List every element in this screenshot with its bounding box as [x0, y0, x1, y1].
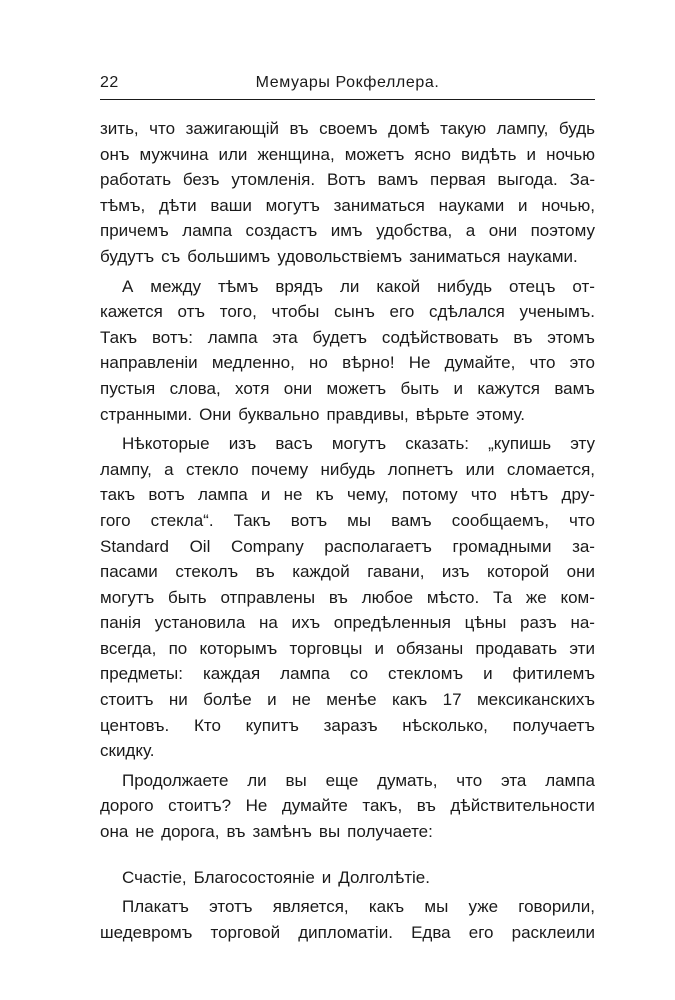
text-line: тѣмъ, дѣти ваши могутъ заниматься науками и ночью, [100, 195, 595, 215]
text-line: зить, что зажигающій въ своемъ домѣ такую лампу, будь [100, 119, 595, 138]
text-line: панія установила на ихъ опредѣленныя цѣны разъ на- [100, 613, 595, 633]
text-line: онъ мужчина или женщина, можетъ ясно видѣть и ночью [100, 144, 595, 164]
text-line: пустыя слова, хотя они можетъ быть и кажутся вамъ [100, 378, 595, 398]
text-line: скидку. [100, 741, 155, 761]
text-line: Такъ вотъ: лампа эта будетъ содѣйствовать въ этомъ [100, 327, 595, 347]
paragraph-gap [100, 845, 595, 865]
text-line: Standard Oil Company располагаетъ громадными за- [100, 536, 595, 556]
text-line: предметы: каждая лампа со стекломъ и фитилемъ [100, 664, 595, 684]
text-line: всегда, по которымъ торговцы и обязаны продавать эти [100, 638, 595, 658]
text-line: странными. Они буквально правдивы, вѣрьте этому. [100, 404, 526, 424]
page-header [100, 74, 595, 102]
text-line: стоитъ ни болѣе и не менѣе какъ 17 мексиканскихъ [100, 690, 595, 710]
text-line: кажется отъ того, чтобы сынъ его сдѣлался ученымъ. [100, 302, 595, 322]
text-line: А между тѣмъ врядъ ли какой нибудь отецъ от- [122, 276, 595, 296]
body-text [100, 116, 595, 945]
text-line: шедевромъ торговой дипломатіи. Едва его расклеили [100, 922, 595, 942]
text-line: будутъ съ большимъ удовольствіемъ заниматься науками. [100, 246, 578, 266]
header-rule [100, 99, 595, 100]
text-line: Продолжаете ли вы еще думать, что эта лампа [122, 770, 595, 790]
text-line: Плакатъ этотъ является, какъ мы уже говорили, [122, 897, 595, 917]
text-line: направленіи медленно, но вѣрно! Не думайте, что это [100, 353, 595, 373]
text-line: центовъ. Кто купитъ заразъ нѣсколько, получаетъ [100, 715, 595, 735]
text-line: пасами стеколъ въ каждой гавани, изъ которой они [100, 562, 595, 582]
text-line: гого стекла“. Такъ вотъ мы вамъ сообщаемъ, что [100, 510, 595, 530]
text-line: такъ вотъ лампа и не къ чему, потому что нѣтъ дру- [100, 485, 595, 505]
text-line: причемъ лампа создастъ имъ удобства, а они поэтому [100, 221, 595, 241]
text-line: лампу, а стекло почему нибудь лопнетъ или сломается, [100, 459, 595, 479]
text-line: могутъ быть отправлены въ любое мѣсто. Та же ком- [100, 587, 595, 607]
text-line: Счастіе, Благосостояніе и Долголѣтіе. [122, 867, 430, 887]
running-title: Мемуары Рокфеллера. [255, 74, 440, 91]
page-number: 22 [100, 74, 119, 91]
text-line: дорого стоитъ? Не думайте такъ, въ дѣйствительности [100, 796, 595, 816]
text-line: она не дорога, въ замѣнъ вы получаете: [100, 822, 433, 842]
text-line: работать безъ утомленія. Вотъ вамъ первая выгода. За- [100, 170, 595, 190]
text-line: Нѣкоторые изъ васъ могутъ сказать: „купишь эту [122, 434, 595, 454]
